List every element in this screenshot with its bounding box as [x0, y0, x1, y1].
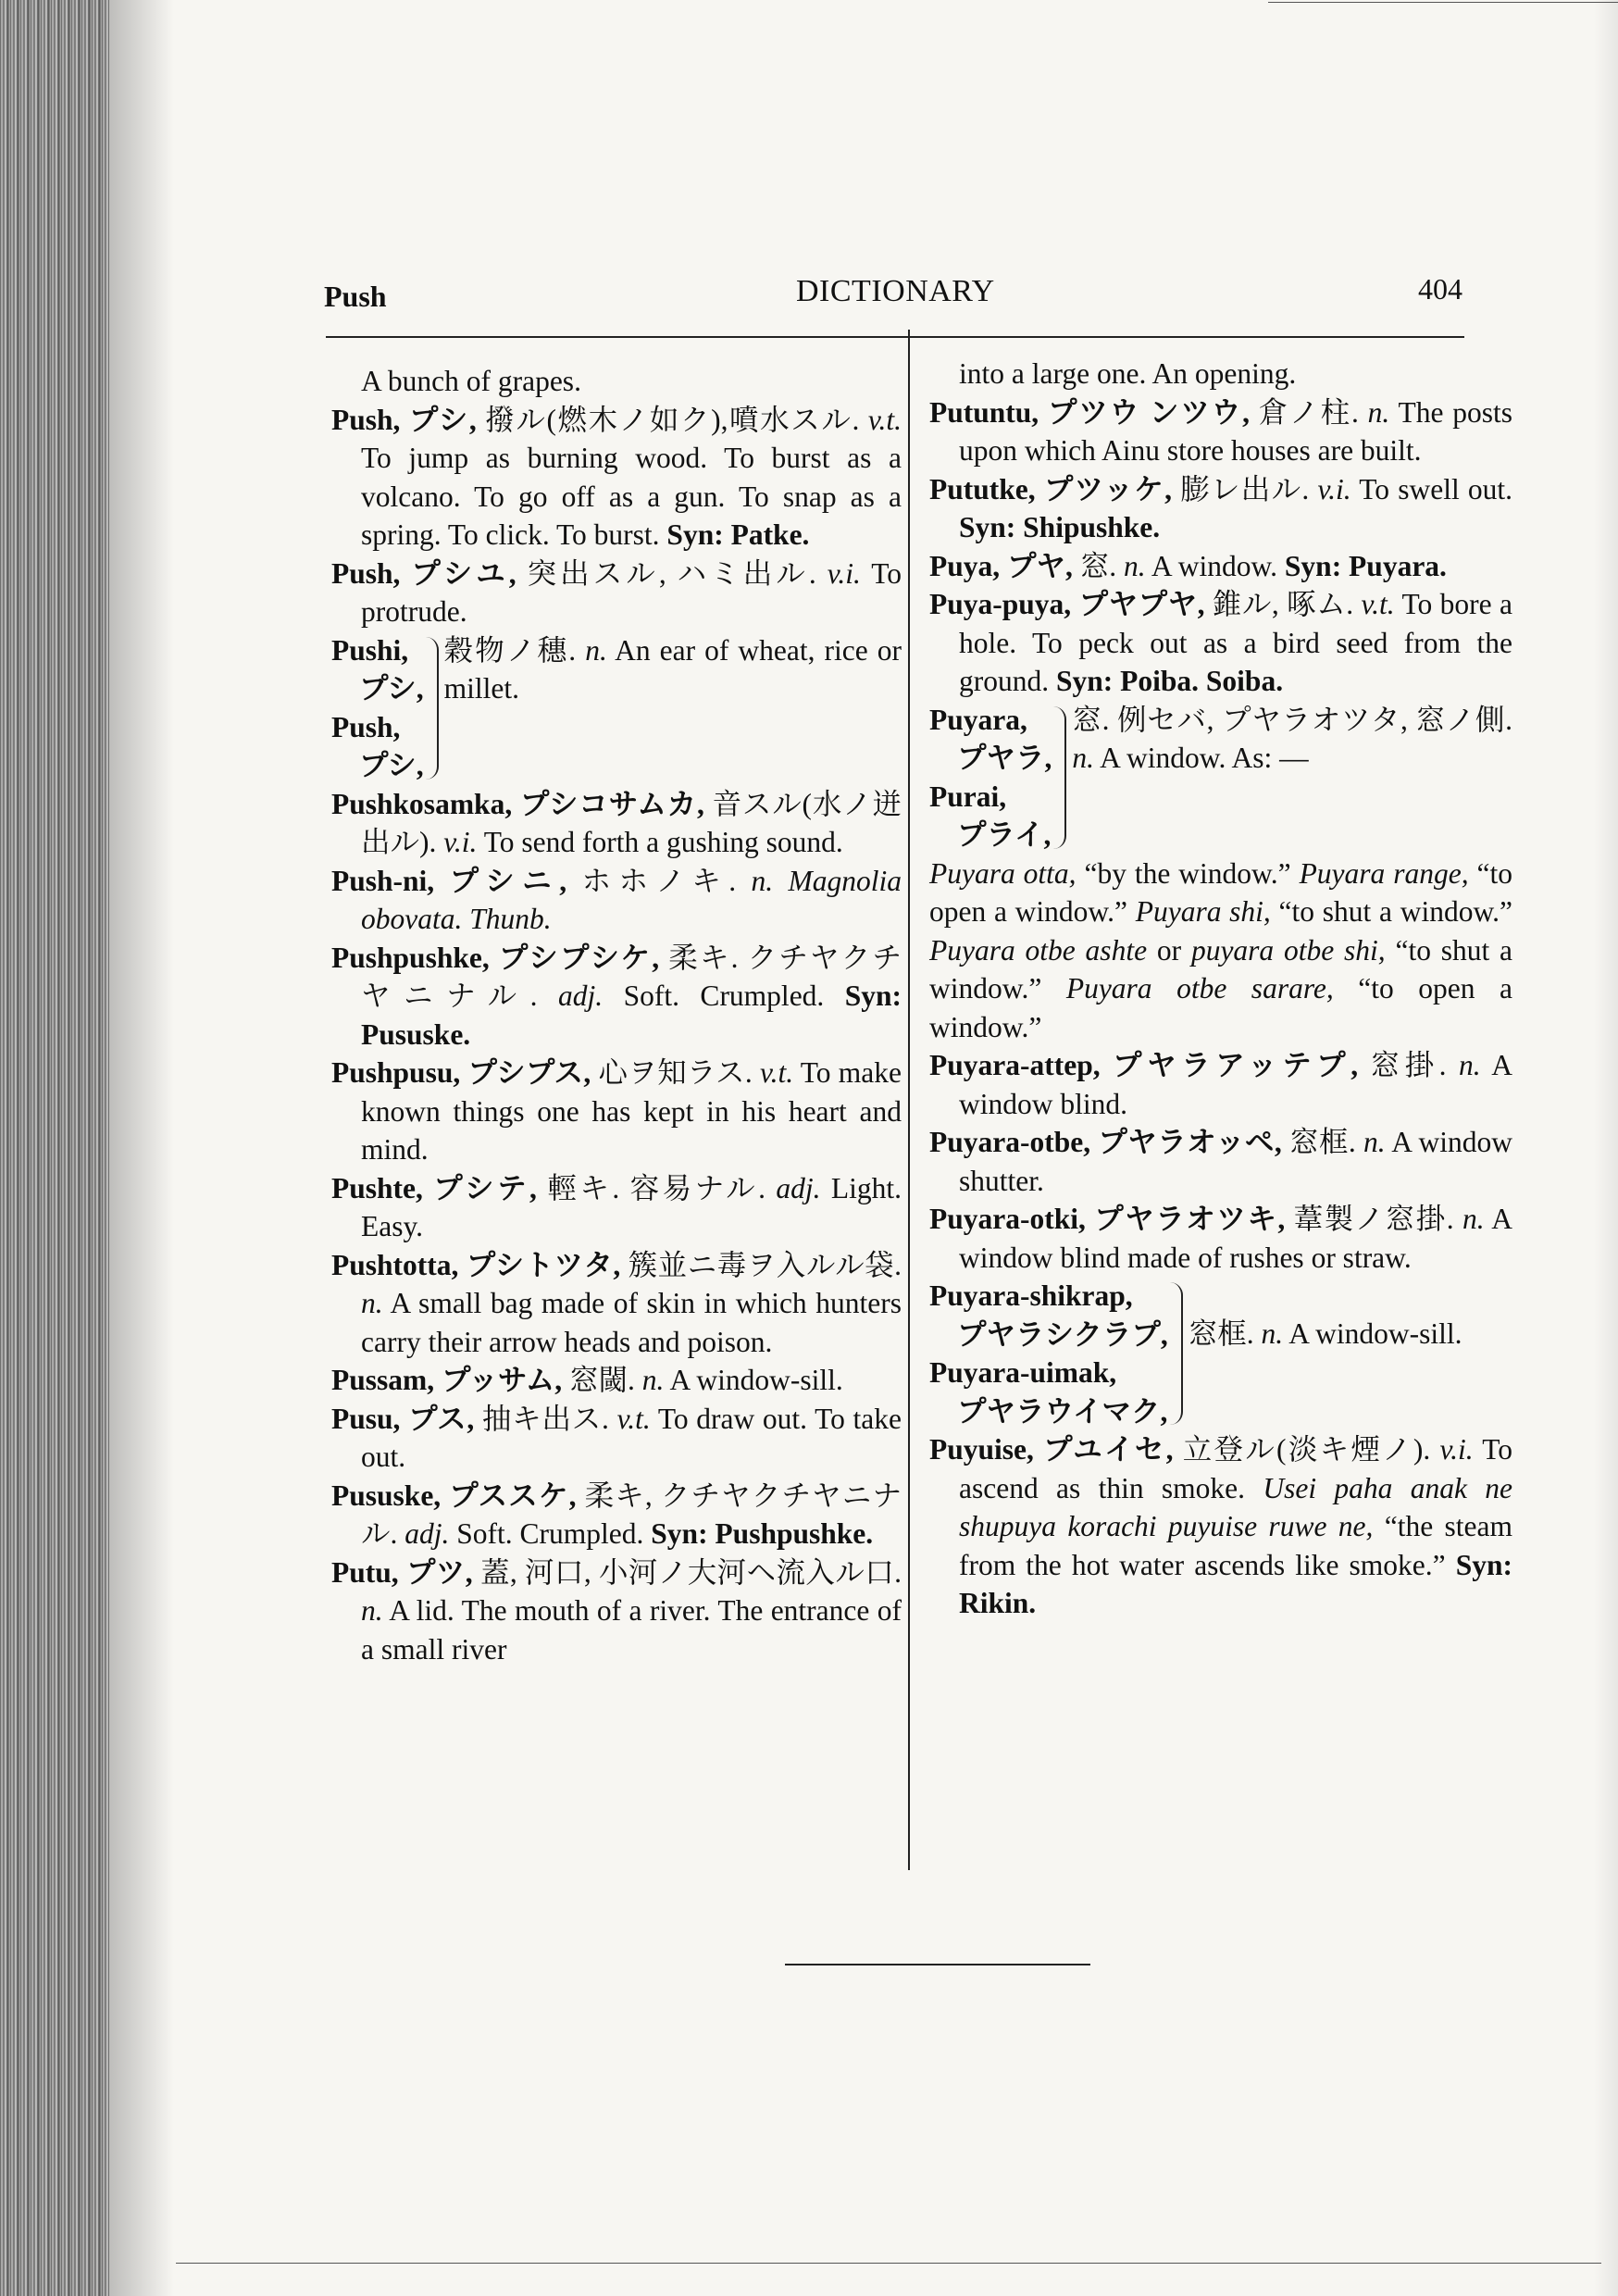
- headword: Puyara-otki,: [929, 1203, 1086, 1235]
- part-of-speech: n.: [1462, 1203, 1485, 1235]
- definition: A window.: [1151, 549, 1278, 582]
- grouped-headwords: [331, 631, 424, 785]
- headword: Puya,: [929, 549, 1001, 582]
- definition: Light. Easy.: [361, 1171, 902, 1242]
- dictionary-entry: [929, 1200, 1512, 1277]
- headword-kana: プシプシケ,: [498, 941, 660, 974]
- headword-kana: プヤラアッテプ,: [1113, 1049, 1359, 1081]
- dictionary-entry: [331, 555, 902, 631]
- scan-binding-fade: [109, 0, 174, 2296]
- dictionary-entry: [929, 393, 1512, 470]
- headword-kana: プススケ,: [449, 1479, 577, 1512]
- entry-continuation: [331, 362, 902, 401]
- dictionary-entry: [331, 1246, 902, 1362]
- definition: Soft. Crumpled.: [623, 980, 825, 1012]
- headword: Pututke,: [929, 472, 1036, 505]
- japanese-gloss: 心ヲ知ラス.: [598, 1056, 753, 1089]
- part-of-speech: v.t.: [616, 1402, 651, 1435]
- headword-kana: プツウ ンツウ,: [1047, 395, 1250, 429]
- definition: An ear of wheat, rice or millet.: [443, 633, 902, 705]
- example-phrase: Puyara otta,: [929, 856, 1077, 890]
- part-of-speech: v.t.: [1361, 588, 1395, 620]
- headword-kana: プヤラシクラプ,: [957, 1317, 1168, 1351]
- headword: Pushpusu,: [331, 1056, 461, 1089]
- definition: To ascend as thin smoke.: [959, 1433, 1513, 1504]
- scan-edge-line-bottom: [176, 2263, 1601, 2264]
- headword: Pushkosamka,: [331, 787, 513, 820]
- headword: Puyara-uimak,: [929, 1356, 1117, 1389]
- headword: Pusu,: [331, 1402, 401, 1435]
- page-number: 404: [1418, 272, 1462, 306]
- part-of-speech: adj.: [404, 1517, 450, 1550]
- definition: A small bag made of skin in which hunters carry their arrow heads and poison.: [361, 1287, 902, 1358]
- synonym: Syn: Poiba. Soiba.: [1056, 665, 1284, 697]
- headword: Puyara,: [929, 703, 1027, 736]
- brace-mark: [1053, 706, 1066, 849]
- definition: To make known things one has kept in his heart and mind.: [361, 1056, 902, 1166]
- japanese-gloss: 窓閾.: [569, 1364, 635, 1396]
- headword: Purai,: [929, 780, 1007, 813]
- synonym: Syn: Pushpushke.: [651, 1517, 874, 1550]
- dictionary-entry: [331, 1400, 902, 1477]
- headword-kana: プヤラ,: [957, 742, 1052, 774]
- part-of-speech: n.: [641, 1364, 665, 1396]
- headword-kana: プユイセ,: [1043, 1433, 1174, 1466]
- japanese-gloss: 窓.: [1079, 549, 1117, 582]
- definition: To bore a hole. To peck out as a bird seed from the ground.: [959, 588, 1512, 697]
- synonym: Syn: Pususke.: [361, 980, 902, 1051]
- japanese-gloss: 撥ル(燃木ノ如ク),噴水スル.: [485, 403, 860, 436]
- japanese-gloss: 立登ル(淡キ煙ノ).: [1182, 1433, 1431, 1466]
- usage-examples: [929, 855, 1512, 1047]
- headword-kana: プツ,: [405, 1555, 473, 1589]
- grouped-definition: [444, 631, 902, 785]
- definition: A window shutter.: [959, 1126, 1512, 1197]
- dictionary-entry: [929, 585, 1512, 701]
- dictionary-entry: [331, 1169, 902, 1246]
- japanese-gloss: 窓框.: [1188, 1317, 1254, 1350]
- definition: A window-sill.: [1288, 1317, 1462, 1350]
- example-translation: “to open a window.”: [929, 856, 1513, 928]
- japanese-gloss: ホホノキ.: [581, 864, 737, 897]
- headword-kana: プシコサムカ,: [519, 787, 704, 820]
- japanese-gloss: 倉ノ柱.: [1258, 395, 1359, 429]
- japanese-gloss: 葦製ノ窓掛.: [1293, 1203, 1454, 1235]
- japanese-gloss: 穀物ノ穗.: [443, 633, 577, 667]
- part-of-speech: n.: [361, 1594, 383, 1627]
- headword-kana: プシ,: [359, 672, 424, 705]
- headword-kana: プス,: [408, 1402, 475, 1435]
- headword: Pususke,: [331, 1479, 442, 1512]
- headword: Putu,: [331, 1555, 399, 1589]
- headword-kana: プヤラウイマク,: [957, 1394, 1168, 1428]
- synonym: Syn: Patke.: [666, 518, 810, 551]
- japanese-gloss: 柔キ, クチヤクチヤニナル.: [361, 1479, 902, 1550]
- japanese-gloss: 窓. 例セバ, プヤラオツタ, 窓ノ側.: [1072, 703, 1512, 736]
- definition: To jump as burning wood. To burst as a volcano. To go off as a gun. To snap as a spring. To click. To burst.: [361, 442, 902, 551]
- japanese-gloss: 簇並ニ毒ヲ入ルル袋.: [628, 1248, 902, 1281]
- headword-kana: プシ,: [408, 403, 477, 436]
- headword: Puya-puya,: [929, 588, 1072, 620]
- example-phrase: Puyara range,: [1299, 856, 1469, 890]
- brace-mark: [1170, 1282, 1183, 1425]
- japanese-gloss: 窓框.: [1289, 1126, 1356, 1158]
- definition: To swell out.: [1359, 472, 1513, 505]
- headword-kana: プヤ,: [1007, 549, 1073, 582]
- continuation-text: A bunch of grapes.: [361, 365, 581, 397]
- part-of-speech: v.i.: [443, 826, 478, 858]
- page-header: [324, 270, 1462, 317]
- japanese-gloss: 柔キ. クチヤクチヤニナル.: [361, 941, 902, 1012]
- grouped-entry: [929, 1277, 1512, 1430]
- example-phrase: puyara otbe shi,: [1190, 933, 1386, 967]
- headword-kana: プッサム,: [442, 1364, 563, 1396]
- example-connector: or: [1156, 933, 1182, 967]
- japanese-gloss: 音スル(水ノ迸出ル).: [361, 787, 902, 858]
- definition: A lid. The mouth of a river. The entrance of a small river: [361, 1594, 902, 1666]
- headword-kana: プシプス,: [467, 1056, 591, 1089]
- part-of-speech: n.: [1261, 1317, 1284, 1350]
- dictionary-entry: [331, 401, 902, 555]
- headword: Puyara-attep,: [929, 1049, 1101, 1081]
- synonym: Syn: Puyara.: [1284, 549, 1447, 582]
- left-column: [331, 362, 902, 1668]
- dictionary-entry: [331, 939, 902, 1054]
- headword: Puyara-otbe,: [929, 1126, 1091, 1158]
- running-head-word: Push: [324, 280, 387, 313]
- part-of-speech: n.: [585, 633, 607, 667]
- part-of-speech: adj.: [558, 980, 604, 1012]
- dictionary-entry: [331, 1361, 902, 1400]
- dictionary-entry: [331, 1477, 902, 1554]
- headword-kana: プシテ,: [433, 1171, 537, 1204]
- grouped-entry: [331, 631, 902, 785]
- entry-continuation: [929, 355, 1512, 393]
- dictionary-entry: [331, 862, 902, 939]
- japanese-gloss: 抽キ出ス.: [481, 1402, 609, 1435]
- definition: To protrude.: [361, 556, 902, 628]
- japanese-gloss: 突出スル, ハミ出ル.: [527, 556, 816, 590]
- japanese-gloss: 膨レ出ル.: [1180, 472, 1310, 505]
- headword: Puyuise,: [929, 1433, 1034, 1466]
- definition: A window. As: —: [1100, 742, 1309, 774]
- example-phrase: Puyara otbe ashte: [929, 933, 1148, 967]
- definition: To send forth a gushing sound.: [483, 826, 843, 858]
- headword: Puyara-shikrap,: [929, 1279, 1133, 1312]
- definition: A window blind made of rushes or straw.: [959, 1203, 1512, 1274]
- part-of-speech: n.: [1367, 395, 1390, 429]
- headword-kana: プシユ,: [411, 556, 517, 590]
- definition: A window-sill.: [669, 1364, 843, 1396]
- part-of-speech: n.: [361, 1287, 383, 1319]
- part-of-speech: v.t.: [867, 403, 902, 436]
- right-column: [929, 355, 1512, 1623]
- part-of-speech: n.: [751, 864, 774, 897]
- headword: Pushte,: [331, 1171, 423, 1204]
- headword-kana: プシニ,: [449, 864, 567, 897]
- example-translation: “by the window.”: [1084, 856, 1291, 890]
- continuation-text: into a large one. An opening.: [959, 357, 1297, 390]
- example-translation: “the steam from the hot water ascends like smoke.”: [959, 1510, 1512, 1581]
- part-of-speech: adj.: [776, 1171, 821, 1204]
- footer-rule: [785, 1964, 1090, 1965]
- part-of-speech: n.: [1458, 1049, 1481, 1081]
- headword: Pussam,: [331, 1364, 435, 1396]
- part-of-speech: n.: [1072, 742, 1095, 774]
- part-of-speech: v.t.: [759, 1056, 794, 1089]
- dictionary-entry: [929, 547, 1512, 586]
- japanese-gloss: 窓掛.: [1370, 1049, 1447, 1081]
- synonym: Syn: Rikin.: [959, 1548, 1512, 1619]
- scan-binding-shadow: [0, 0, 109, 2296]
- header-rule: [326, 336, 1464, 338]
- headword: Push,: [331, 710, 401, 743]
- headword: Pushi,: [331, 633, 409, 667]
- headword-kana: プライ,: [957, 818, 1052, 851]
- grouped-headwords: [929, 1277, 1168, 1430]
- japanese-gloss: 蓋, 河口, 小河ノ大河ヘ流入ル口.: [479, 1555, 902, 1589]
- example-phrase: Puyara otbe sarare,: [1065, 972, 1334, 1004]
- japanese-gloss: 輕キ. 容易ナル.: [547, 1171, 765, 1204]
- headword: Pushtotta,: [331, 1248, 459, 1281]
- example-phrase: Puyara shi,: [1135, 895, 1271, 928]
- brace-mark: [426, 637, 439, 780]
- definition: To draw out. To take out.: [361, 1402, 902, 1473]
- column-divider: [908, 330, 910, 1870]
- grouped-definition: [1189, 1277, 1512, 1430]
- dictionary-entry: [331, 1054, 902, 1169]
- example-translation: “to open a window.”: [929, 972, 1513, 1043]
- headword: Putuntu,: [929, 395, 1039, 429]
- part-of-speech: n.: [1363, 1126, 1386, 1158]
- part-of-speech: v.i.: [827, 556, 861, 590]
- definition: A window blind.: [959, 1049, 1513, 1120]
- headword-kana: プシトツタ,: [466, 1248, 621, 1281]
- grouped-entry: [929, 701, 1512, 855]
- definition: Magnolia obovata. Thunb.: [361, 864, 902, 935]
- dictionary-entry: [929, 1123, 1512, 1200]
- headword-kana: プツッケ,: [1043, 472, 1172, 505]
- definition: Soft. Crumpled.: [456, 1517, 644, 1550]
- dictionary-entry: [929, 1046, 1512, 1123]
- dictionary-entry: [929, 470, 1512, 547]
- headword-kana: プヤラオツキ,: [1094, 1203, 1286, 1235]
- part-of-speech: v.i.: [1439, 1433, 1474, 1466]
- headword: Push,: [331, 403, 401, 436]
- example-phrase: Usei paha anak ne shupuya korachi puyuise ruwe ne,: [959, 1471, 1513, 1542]
- example-translation: “to shut a window.”: [1278, 895, 1513, 928]
- headword-kana: プシ,: [359, 749, 424, 781]
- headword-kana: プヤラオッペ,: [1098, 1126, 1282, 1158]
- grouped-headwords: [929, 701, 1052, 855]
- definition: The posts upon which Ainu store houses are built.: [959, 395, 1512, 467]
- headword: Push,: [331, 556, 401, 590]
- headword: Pushpushke,: [331, 941, 490, 974]
- headword-kana: プヤプヤ,: [1078, 588, 1205, 620]
- headword: Push-ni,: [331, 864, 435, 897]
- dictionary-entry: [929, 1430, 1512, 1623]
- running-head-title: DICTIONARY: [796, 274, 995, 308]
- part-of-speech: v.i.: [1317, 472, 1351, 505]
- dictionary-entry: [331, 1554, 902, 1669]
- scan-edge-line-top: [1268, 2, 1618, 3]
- synonym: Syn: Shipushke.: [959, 511, 1161, 543]
- dictionary-entry: [331, 785, 902, 862]
- scan-edge-shadow: [1594, 0, 1618, 2296]
- japanese-gloss: 錐ル, 啄ム.: [1212, 588, 1354, 620]
- example-translation: “to shut a window.”: [929, 933, 1513, 1004]
- part-of-speech: n.: [1124, 549, 1146, 582]
- grouped-definition: [1072, 701, 1512, 855]
